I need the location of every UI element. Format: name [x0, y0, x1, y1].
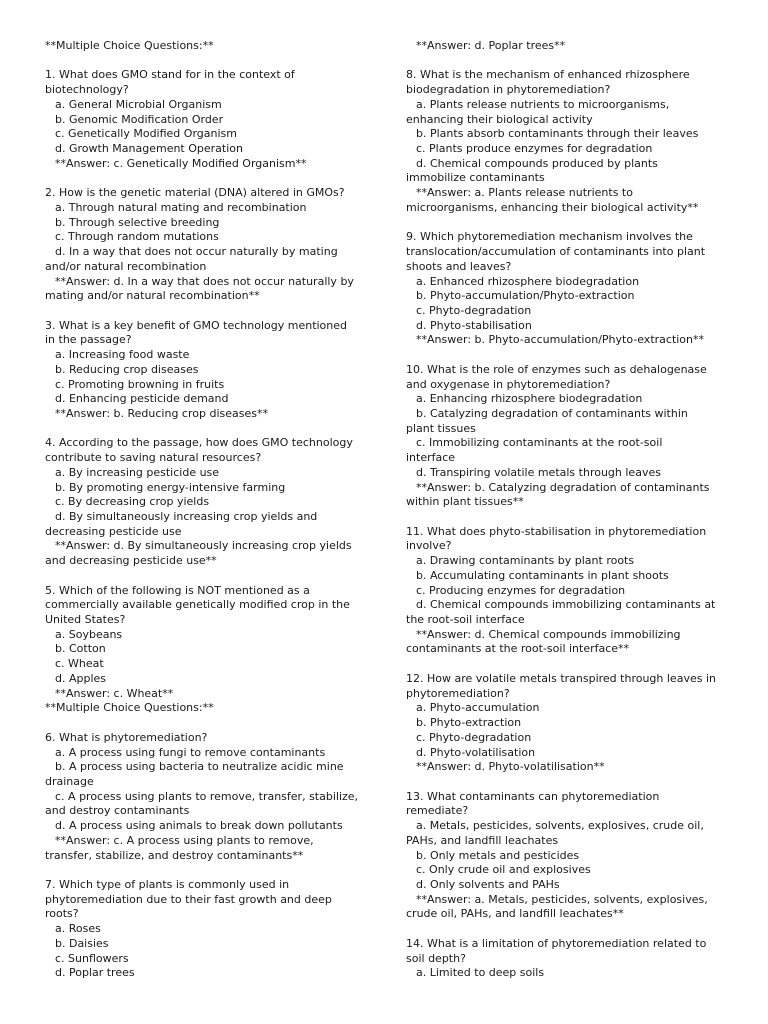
question-block [45, 731, 385, 863]
question-block [45, 584, 385, 702]
question-stem [406, 68, 746, 97]
option-text: the root-soil interface [406, 613, 525, 627]
option-text: b. A process using bacteria to neutralize acidic mine [55, 760, 344, 774]
answer-text: **Answer: d. By simultaneously increasing crop yields [55, 539, 352, 553]
option-list [45, 466, 385, 540]
answer-continuation [406, 39, 746, 54]
answer-key [406, 39, 746, 54]
question-stem [45, 319, 385, 348]
answer-key [406, 333, 746, 348]
answer-text: **Answer: b. Phyto-accumulation/Phyto-extraction** [416, 333, 705, 347]
option [45, 127, 385, 142]
option [45, 495, 385, 510]
question-stem-line: phytoremediation due to their fast growth and deep [45, 892, 332, 906]
question-stem-line: 6. What is phytoremediation? [45, 730, 208, 744]
left-column [45, 39, 385, 981]
option-text: a. By increasing pesticide use [55, 465, 220, 479]
answer-key [406, 893, 746, 922]
section-heading [45, 39, 385, 54]
answer-text: and decreasing pesticide use** [45, 554, 217, 568]
option-text: c. Wheat [55, 657, 104, 671]
option [406, 289, 746, 304]
question-block [406, 68, 746, 215]
question-stem-line: remediate? [406, 804, 469, 818]
option-text: d. Poplar trees [55, 966, 135, 980]
answer-text: **Answer: d. Poplar trees** [416, 39, 566, 52]
option-text: d. Phyto-volatilisation [416, 745, 536, 759]
question-stem [45, 186, 385, 201]
option [45, 113, 385, 128]
option-text: a. Phyto-accumulation [416, 701, 540, 715]
question-stem-line: 13. What contaminants can phytoremediation [406, 789, 660, 803]
option-text: enhancing their biological activity [406, 112, 593, 126]
option-text: b. Accumulating contaminants in plant shoots [416, 568, 669, 582]
option [406, 392, 746, 407]
option-text: b. Plants absorb contaminants through their leaves [416, 127, 699, 141]
question-stem [45, 68, 385, 97]
question-block [406, 230, 746, 348]
question-stem-line: 14. What is a limitation of phytoremediation related to [406, 936, 707, 950]
question-stem-line: 3. What is a key benefit of GMO technology mentioned [45, 318, 348, 332]
answer-text: **Answer: a. Metals, pesticides, solvents, explosives, [416, 892, 708, 906]
option-text: c. By decreasing crop yields [55, 495, 210, 509]
question-stem-line: 10. What is the role of enzymes such as dehalogenase [406, 362, 707, 376]
option [406, 598, 746, 627]
question-stem-line: soil depth? [406, 951, 466, 965]
option-text: c. Phyto-degradation [416, 303, 532, 317]
option-text: a. Plants release nutrients to microorganisms, [416, 97, 670, 111]
option-list [406, 966, 746, 981]
option-text: c. A process using plants to remove, transfer, stabilize, [55, 789, 359, 803]
option-text: a. Enhanced rhizosphere biodegradation [416, 274, 640, 288]
option-text: c. Immobilizing contaminants at the root-soil [416, 436, 663, 450]
option [45, 790, 385, 819]
answer-text: **Answer: d. Phyto-volatilisation** [416, 760, 605, 774]
option-text: d. Phyto-stabilisation [416, 318, 532, 332]
option-text: a. General Microbial Organism [55, 97, 222, 111]
option-list [406, 275, 746, 334]
option-text: b. Daisies [55, 936, 109, 950]
option [406, 878, 746, 893]
section-heading-text: **Multiple Choice Questions:** [45, 39, 214, 52]
option-text: c. Through random mutations [55, 230, 219, 244]
option [45, 216, 385, 231]
option [406, 275, 746, 290]
question-block [406, 937, 746, 981]
question-stem-line: phytoremediation? [406, 686, 510, 700]
question-block [406, 363, 746, 510]
answer-key [45, 539, 385, 568]
option-text: a. Drawing contaminants by plant roots [416, 554, 635, 568]
option [45, 657, 385, 672]
option-text: b. Catalyzing degradation of contaminants within [416, 406, 688, 420]
option [406, 966, 746, 981]
option-text: a. Enhancing rhizosphere biodegradation [416, 392, 643, 406]
answer-key [406, 628, 746, 657]
option-text: a. A process using fungi to remove contaminants [55, 745, 326, 759]
option [45, 201, 385, 216]
question-stem-line: commercially available genetically modified crop in the [45, 598, 350, 612]
option-text: a. Increasing food waste [55, 348, 190, 362]
answer-key [45, 157, 385, 172]
option [45, 672, 385, 687]
option-list [45, 628, 385, 687]
option [406, 142, 746, 157]
question-stem-line: and oxygenase in phytoremediation? [406, 377, 611, 391]
question-stem-line: translocation/accumulation of contaminants into plant [406, 245, 706, 259]
answer-key [406, 481, 746, 510]
option-text: a. Soybeans [55, 627, 123, 641]
question-stem [406, 790, 746, 819]
option [406, 569, 746, 584]
answer-text: **Answer: c. Wheat** [55, 686, 174, 700]
option [45, 510, 385, 539]
option-text: b. Phyto-accumulation/Phyto-extraction [416, 289, 635, 303]
question-block [45, 319, 385, 422]
question-stem [45, 878, 385, 922]
option-list [45, 98, 385, 157]
option-text: d. Growth Management Operation [55, 142, 243, 156]
question-stem-line: biodegradation in phytoremediation? [406, 83, 611, 97]
option-text: c. Sunflowers [55, 951, 129, 965]
option [406, 127, 746, 142]
option [45, 466, 385, 481]
answer-text: transfer, stabilize, and destroy contaminants** [45, 848, 304, 862]
question-stem [406, 937, 746, 966]
option-text: d. Chemical compounds produced by plants [416, 156, 658, 170]
question-block [406, 525, 746, 657]
answer-text: **Answer: b. Reducing crop diseases** [55, 406, 268, 420]
answer-text: **Answer: b. Catalyzing degradation of contaminants [416, 480, 710, 494]
option-text: b. Phyto-extraction [416, 716, 522, 730]
option [45, 245, 385, 274]
option-text: and/or natural recombination [45, 259, 207, 273]
question-stem-line: roots? [45, 907, 79, 921]
option [406, 863, 746, 878]
option [406, 436, 746, 465]
answer-key [45, 275, 385, 304]
answer-text: **Answer: c. A process using plants to remove, [55, 833, 314, 847]
option [406, 819, 746, 848]
option-text: plant tissues [406, 421, 476, 435]
option [45, 348, 385, 363]
option-text: c. Plants produce enzymes for degradation [416, 142, 653, 156]
option [45, 142, 385, 157]
question-block [45, 878, 385, 981]
option-list [406, 819, 746, 893]
option-text: decreasing pesticide use [45, 524, 182, 538]
option [45, 819, 385, 834]
section-heading [45, 701, 385, 716]
question-stem-line: involve? [406, 539, 452, 553]
option [406, 554, 746, 569]
option-list [406, 701, 746, 760]
question-stem-line: 11. What does phyto-stabilisation in phytoremediation [406, 524, 707, 538]
right-column [406, 39, 746, 981]
option [406, 466, 746, 481]
question-block [406, 672, 746, 775]
answer-key [406, 186, 746, 215]
option-text: d. A process using animals to break down pollutants [55, 819, 343, 833]
option [406, 746, 746, 761]
option-text: b. By promoting energy-intensive farming [55, 480, 286, 494]
answer-text: within plant tissues** [406, 495, 524, 509]
question-stem-line: in the passage? [45, 333, 132, 347]
option-text: c. Producing enzymes for degradation [416, 583, 626, 597]
answer-key [45, 834, 385, 863]
answer-text: crude oil, PAHs, and landfill leachates** [406, 907, 624, 921]
question-stem [45, 436, 385, 465]
option-text: d. Apples [55, 671, 107, 685]
option [406, 157, 746, 186]
option-text: interface [406, 451, 456, 465]
question-block [45, 68, 385, 171]
option [45, 922, 385, 937]
option-text: d. Chemical compounds immobilizing contaminants at [416, 598, 716, 612]
question-block [406, 790, 746, 922]
option-list [406, 98, 746, 186]
option-text: a. Metals, pesticides, solvents, explosives, crude oil, [416, 819, 704, 833]
answer-key [45, 407, 385, 422]
option-text: b. Only metals and pesticides [416, 848, 580, 862]
question-stem-line: 8. What is the mechanism of enhanced rhizosphere [406, 68, 690, 82]
question-stem-line: shoots and leaves? [406, 259, 512, 273]
option-text: immobilize contaminants [406, 171, 545, 185]
question-stem-line: contribute to saving natural resources? [45, 451, 262, 465]
answer-text: **Answer: d. Chemical compounds immobilizing [416, 627, 681, 641]
answer-text: contaminants at the root-soil interface** [406, 642, 630, 656]
question-stem-line: 5. Which of the following is NOT mentioned as a [45, 583, 310, 597]
option [406, 407, 746, 436]
option [406, 849, 746, 864]
question-stem-line: 9. Which phytoremediation mechanism involves the [406, 230, 693, 244]
option-text: d. Only solvents and PAHs [416, 877, 560, 891]
option-list [406, 392, 746, 480]
question-stem-line: biotechnology? [45, 83, 129, 97]
section-heading-text: **Multiple Choice Questions:** [45, 701, 214, 715]
question-block [45, 436, 385, 568]
option-text: and destroy contaminants [45, 804, 190, 818]
option [45, 952, 385, 967]
option [45, 98, 385, 113]
option [45, 760, 385, 789]
option-text: d. Enhancing pesticide demand [55, 392, 229, 406]
option [406, 584, 746, 599]
question-block [45, 186, 385, 304]
question-stem-line: United States? [45, 613, 126, 627]
answer-text: **Answer: d. In a way that does not occur naturally by [55, 274, 354, 288]
question-stem [406, 363, 746, 392]
answer-key [45, 687, 385, 702]
option [406, 731, 746, 746]
option-text: b. Through selective breeding [55, 215, 220, 229]
option-text: d. By simultaneously increasing crop yields and [55, 510, 318, 523]
question-stem [45, 731, 385, 746]
option-text: drainage [45, 774, 94, 788]
option [45, 746, 385, 761]
question-stem [406, 672, 746, 701]
option [45, 481, 385, 496]
option-text: c. Only crude oil and explosives [416, 863, 591, 877]
option-list [45, 746, 385, 834]
option [45, 966, 385, 981]
answer-text: **Answer: c. Genetically Modified Organism** [55, 156, 307, 170]
question-stem-line: 1. What does GMO stand for in the context of [45, 68, 295, 82]
answer-text: mating and/or natural recombination** [45, 289, 260, 303]
option-text: b. Reducing crop diseases [55, 362, 199, 376]
option-text: d. In a way that does not occur naturally by mating [55, 245, 338, 259]
option-text: c. Phyto-degradation [416, 730, 532, 744]
option [45, 392, 385, 407]
answer-key [406, 760, 746, 775]
option [406, 304, 746, 319]
question-stem [406, 230, 746, 274]
question-stem [45, 584, 385, 628]
option-text: a. Through natural mating and recombination [55, 200, 307, 214]
option [406, 701, 746, 716]
question-stem-line: 12. How are volatile metals transpired through leaves in [406, 671, 716, 685]
option [406, 319, 746, 334]
option-list [45, 922, 385, 981]
option-list [45, 348, 385, 407]
option-list [45, 201, 385, 275]
answer-text: microorganisms, enhancing their biological activity** [406, 200, 699, 214]
option-text: PAHs, and landfill leachates [406, 833, 559, 847]
option [45, 230, 385, 245]
question-stem-line: 7. Which type of plants is commonly used in [45, 877, 290, 891]
question-stem [406, 525, 746, 554]
answer-text: **Answer: a. Plants release nutrients to [416, 186, 633, 200]
option [406, 98, 746, 127]
option [45, 937, 385, 952]
option-text: b. Genomic Modification Order [55, 112, 224, 126]
option [406, 716, 746, 731]
option [45, 378, 385, 393]
question-stem-line: 2. How is the genetic material (DNA) altered in GMOs? [45, 186, 345, 200]
question-stem-line: 4. According to the passage, how does GMO technology [45, 436, 353, 450]
option [45, 363, 385, 378]
option [45, 628, 385, 643]
option-text: d. Transpiring volatile metals through leaves [416, 465, 661, 479]
option-text: b. Cotton [55, 642, 106, 656]
option-text: c. Promoting browning in fruits [55, 377, 225, 391]
option [45, 642, 385, 657]
option-text: c. Genetically Modified Organism [55, 127, 237, 141]
option-list [406, 554, 746, 628]
option-text: a. Limited to deep soils [416, 966, 545, 980]
option-text: a. Roses [55, 922, 101, 936]
